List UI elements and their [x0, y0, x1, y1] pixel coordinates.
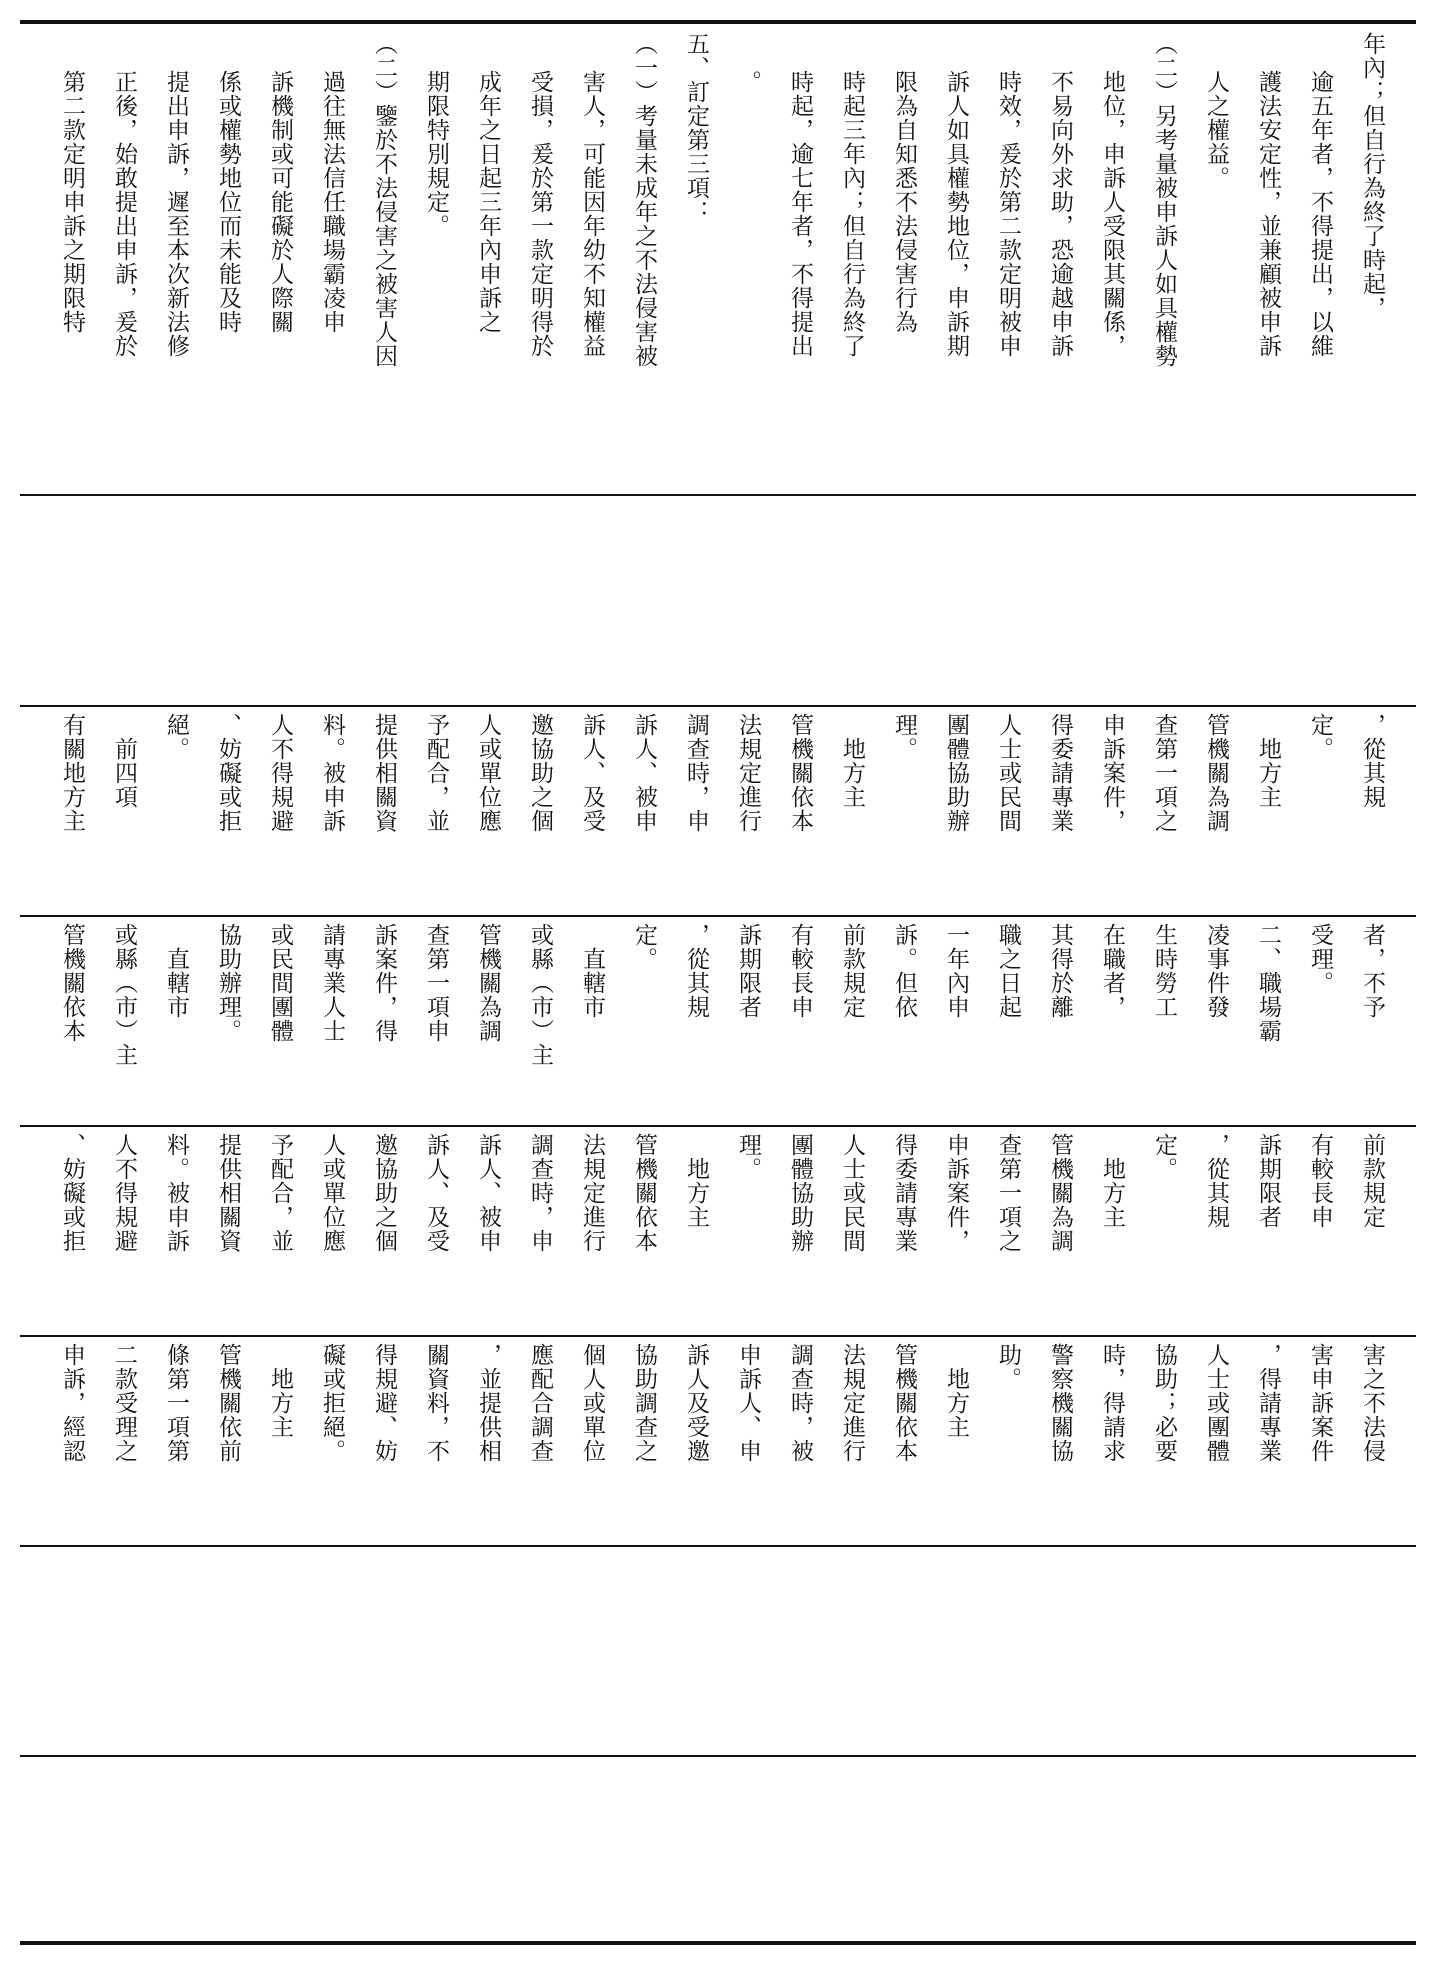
text-column: 得委請專業	[1047, 713, 1073, 833]
text-column: 二、職場霸	[1255, 923, 1281, 1043]
text-column: 地方主	[683, 1133, 709, 1229]
text-column: 訴人、被申	[475, 1133, 501, 1253]
text-column: 時效，爰於第二款定明被申	[995, 70, 1021, 358]
text-column: 害之不法侵	[1359, 1343, 1385, 1463]
text-column: 害申訴案件	[1307, 1343, 1333, 1463]
text-column: 提供相關資	[215, 1133, 241, 1253]
text-column: 警察機關協	[1047, 1343, 1073, 1463]
text-column: 人或單位應	[475, 713, 501, 833]
text-column: 職之日起	[995, 923, 1021, 1019]
text-column: 逾五年者，不得提出，以維	[1307, 70, 1333, 358]
text-column: 第二款定明申訴之期限特	[59, 70, 85, 334]
text-column: 地方主	[1099, 1133, 1125, 1229]
text-column: 人士或團體	[1203, 1343, 1229, 1463]
text-column: 時起三年內；但自行為終了	[839, 70, 865, 358]
text-column: 邀協助之個	[527, 713, 553, 833]
text-column: 地方主	[943, 1343, 969, 1439]
text-column: 定。	[631, 923, 657, 971]
text-column: 前四項	[111, 713, 137, 809]
text-column: 法規定進行	[735, 713, 761, 833]
text-column: 管機關依前	[215, 1343, 241, 1463]
text-column: 訴人、被申	[631, 713, 657, 833]
table-top-rule	[20, 20, 1416, 24]
text-column: 係或權勢地位而未能及時	[215, 70, 241, 334]
text-column: ，從其規	[1203, 1133, 1229, 1229]
text-column: 前款規定	[1359, 1133, 1385, 1229]
text-column: 有關地方主	[59, 713, 85, 833]
text-column: 訴。但依	[891, 923, 917, 1019]
text-column: 管機關為調	[1047, 1133, 1073, 1253]
text-column: 得規避、妨	[371, 1343, 397, 1463]
text-column: 成年之日起三年內申訴之	[475, 70, 501, 334]
text-column: 申訴案件，	[943, 1133, 969, 1253]
text-column: 其得於離	[1047, 923, 1073, 1019]
text-column: 絕。	[163, 713, 189, 761]
text-column: （一）考量未成年之不法侵害被	[631, 32, 657, 368]
text-column: 有較長申	[1307, 1133, 1333, 1229]
text-column: 個人或單位	[579, 1343, 605, 1463]
text-column: 人不得規避	[111, 1133, 137, 1253]
row-divider-6	[20, 1545, 1416, 1547]
text-column: 訴期限者	[735, 923, 761, 1019]
text-column: 前款規定	[839, 923, 865, 1019]
text-column: 訴人、及受	[423, 1133, 449, 1253]
text-column: 邀協助之個	[371, 1133, 397, 1253]
text-column: 團體協助辦	[787, 1133, 813, 1253]
text-column: 協助；必要	[1151, 1343, 1177, 1463]
text-column: 訴機制或可能礙於人際關	[267, 70, 293, 334]
row-divider-7	[20, 1755, 1416, 1757]
text-column: 有較長申	[787, 923, 813, 1019]
text-column: 訴人、及受	[579, 713, 605, 833]
text-column: 調查時，被	[787, 1343, 813, 1463]
text-column: ，並提供相	[475, 1343, 501, 1463]
article-band-4	[20, 1337, 1416, 1543]
text-column: 害人，可能因年幼不知權益	[579, 70, 605, 358]
table-bottom-rule	[20, 1941, 1416, 1945]
text-column: ，從其規	[683, 923, 709, 1019]
text-column: 訴案件，得	[371, 923, 397, 1043]
text-column: 訴期限者	[1255, 1133, 1281, 1229]
text-column: 提出申訴，遲至本次新法修	[163, 70, 189, 358]
text-column: 受損，爰於第一款定明得於	[527, 70, 553, 358]
text-column: 人之權益。	[1203, 70, 1229, 190]
text-column: 予配合，並	[423, 713, 449, 833]
text-column: 定。	[1151, 1133, 1177, 1181]
text-column: 提供相關資	[371, 713, 397, 833]
text-column: 訴人如具權勢地位，申訴期	[943, 70, 969, 358]
text-column: 管機關為調	[475, 923, 501, 1043]
text-column: 理。	[735, 1133, 761, 1181]
text-column: （二）另考量被申訴人如具權勢	[1151, 32, 1177, 368]
text-column: 管機關依本	[891, 1343, 917, 1463]
text-column: 人士或民間	[995, 713, 1021, 833]
text-column: 人或單位應	[319, 1133, 345, 1253]
text-column: 或縣（市）主	[527, 923, 553, 1067]
text-column: 或民間團體	[267, 923, 293, 1043]
text-column: 者，不予	[1359, 923, 1385, 1019]
text-column: 助。	[995, 1343, 1021, 1391]
article-band-1	[20, 707, 1416, 913]
text-column: 法規定進行	[579, 1133, 605, 1253]
text-column: 五、訂定第三項：	[683, 32, 709, 224]
text-column: 地方主	[267, 1343, 293, 1439]
text-column: 正後，始敢提出申訴，爰於	[111, 70, 137, 358]
text-column: 協助辦理。	[215, 923, 241, 1043]
text-column: 申訴人、申	[735, 1343, 761, 1463]
text-column: 限為自知悉不法侵害行為	[891, 70, 917, 334]
text-column: 人士或民間	[839, 1133, 865, 1253]
text-column: 法規定進行	[839, 1343, 865, 1463]
text-column: 地方主	[1255, 713, 1281, 809]
text-column: ，得請專業	[1255, 1343, 1281, 1463]
text-column: （二）鑒於不法侵害之被害人因	[371, 32, 397, 368]
text-column: ，從其規	[1359, 713, 1385, 809]
text-column: 人不得規避	[267, 713, 293, 833]
text-column: 凌事件發	[1203, 923, 1229, 1019]
text-column: 礙或拒絕。	[319, 1343, 345, 1463]
text-column: 關資料，不	[423, 1343, 449, 1463]
text-column: 定。	[1307, 713, 1333, 761]
text-column: 管機關依本	[59, 923, 85, 1043]
text-column: 或縣（市）主	[111, 923, 137, 1067]
text-column: 生時勞工	[1151, 923, 1177, 1019]
text-column: 直轄市	[579, 923, 605, 1019]
text-column: 調查時，申	[683, 713, 709, 833]
article-band-3	[20, 1127, 1416, 1333]
text-column: 、妨礙或拒	[215, 713, 241, 833]
row-divider-1	[20, 494, 1416, 496]
text-column: 在職者，	[1099, 923, 1125, 1019]
text-column: 查第一項申	[423, 923, 449, 1043]
text-column: 條第一項第	[163, 1343, 189, 1463]
text-column: 得委請專業	[891, 1133, 917, 1253]
text-column: 料。被申訴	[163, 1133, 189, 1253]
text-column: 過往無法信任職場霸凌申	[319, 70, 345, 334]
text-column: 應配合調查	[527, 1343, 553, 1463]
text-column: 協助調查之	[631, 1343, 657, 1463]
article-band-2	[20, 917, 1416, 1123]
text-column: 不易向外求助，恐逾越申訴	[1047, 70, 1073, 358]
text-column: 地方主	[839, 713, 865, 809]
text-column: 受理。	[1307, 923, 1333, 995]
text-column: 。	[735, 70, 761, 94]
text-column: 訴人及受邀	[683, 1343, 709, 1463]
text-column: 一年內申	[943, 923, 969, 1019]
text-column: 請專業人士	[319, 923, 345, 1043]
text-column: 予配合，並	[267, 1133, 293, 1253]
text-column: 管機關依本	[631, 1133, 657, 1253]
text-column: 查第一項之	[995, 1133, 1021, 1253]
text-column: 時起，逾七年者，不得提出	[787, 70, 813, 358]
text-column: 、妨礙或拒	[59, 1133, 85, 1253]
text-column: 團體協助辦	[943, 713, 969, 833]
explanation-band	[20, 26, 1416, 492]
text-column: 申訴，經認	[59, 1343, 85, 1463]
text-column: 查第一項之	[1151, 713, 1177, 833]
text-column: 年內；但自行為終了時起，	[1359, 32, 1385, 320]
text-column: 直轄市	[163, 923, 189, 1019]
text-column: 申訴案件，	[1099, 713, 1125, 833]
text-column: 地位，申訴人受限其關係，	[1099, 70, 1125, 358]
text-column: 調查時，申	[527, 1133, 553, 1253]
text-column: 管機關依本	[787, 713, 813, 833]
text-column: 護法安定性，並兼顧被申訴	[1255, 70, 1281, 358]
text-column: 時，得請求	[1099, 1343, 1125, 1463]
text-column: 二款受理之	[111, 1343, 137, 1463]
text-column: 管機關為調	[1203, 713, 1229, 833]
text-column: 料。被申訴	[319, 713, 345, 833]
text-column: 理。	[891, 713, 917, 761]
text-column: 期限特別規定。	[423, 70, 449, 238]
